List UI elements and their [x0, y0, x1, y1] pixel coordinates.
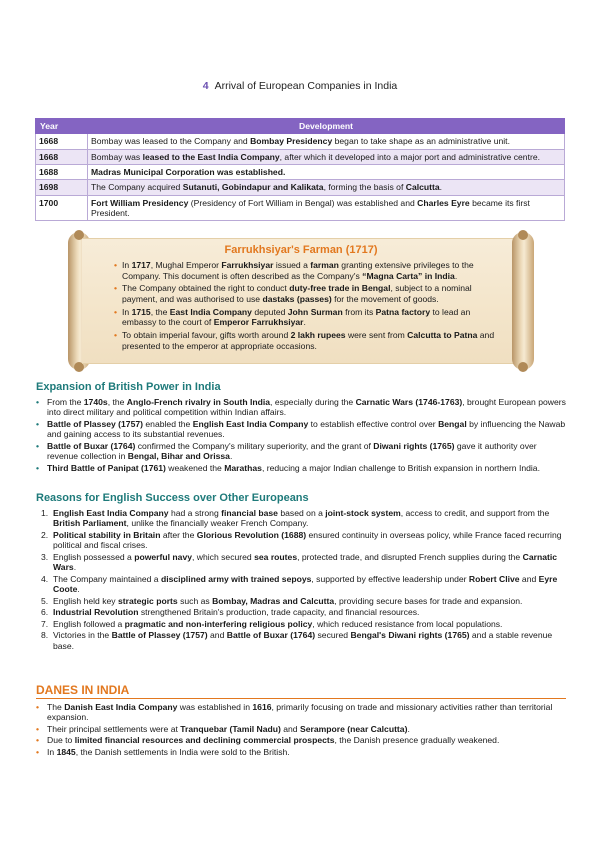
bold-text: Carnatic Wars (1746-1763): [355, 397, 463, 407]
bullet-icon: •: [114, 329, 118, 340]
bold-text: 1717: [131, 260, 151, 270]
development-column-header: Development: [88, 119, 565, 134]
danes-list: [36, 702, 566, 758]
text-segment: (Presidency of Fort William in Bengal) was established and: [188, 197, 418, 208]
text-segment: , reducing a major Indian challenge to British expansion in northern India.: [261, 462, 540, 473]
year-cell: 1688: [36, 164, 88, 179]
item-number: 2.: [41, 529, 49, 540]
text-segment: .: [73, 562, 77, 573]
bullet-icon: •: [114, 260, 118, 270]
text-segment: English possessed a: [53, 551, 135, 562]
text-segment: to establish effective control over: [308, 418, 439, 429]
item-number: 6.: [41, 607, 49, 618]
text-segment: In: [122, 260, 132, 270]
text-segment: , the Danish settlements in India were sold to the British.: [75, 746, 290, 757]
bold-text: Madras Municipal Corporation was established.: [91, 166, 286, 177]
bold-text: Robert Clive: [468, 573, 520, 584]
list-item: [36, 735, 566, 745]
text-segment: The: [47, 702, 65, 712]
text-segment: Victories in the: [53, 630, 112, 641]
text-segment: English held key: [53, 595, 118, 606]
expansion-list: [36, 397, 566, 474]
bold-text: pragmatic and non-interfering religious policy: [124, 618, 313, 629]
text-segment: to lead an embassy to the court of: [122, 306, 471, 328]
bold-text: 1845: [56, 746, 76, 757]
bold-text: dastaks (passes): [262, 293, 332, 304]
item-number: 7.: [41, 618, 49, 629]
bold-text: Fort William Presidency: [91, 197, 189, 208]
bold-text: Anglo-French rivalry in South India: [126, 397, 271, 407]
expansion-heading: Expansion of British Power in India: [36, 381, 221, 393]
item-number: 3.: [41, 551, 49, 562]
bold-text: Bengal: [438, 418, 467, 429]
bold-text: Battle of Buxar (1764): [47, 440, 136, 451]
item-number: 1.: [41, 508, 49, 518]
year-cell: 1668: [36, 149, 88, 164]
text-segment: granting extensive privileges to the Company. This document is often described as the Company's: [122, 260, 474, 281]
bold-text: Bombay Presidency: [250, 136, 333, 147]
list-item: [114, 330, 504, 351]
text-segment: , providing secure bases for trade and expansion.: [334, 595, 523, 606]
bullet-icon: •: [36, 418, 40, 429]
text-segment: became its first President.: [91, 197, 530, 218]
year-column-header: Year: [36, 119, 88, 134]
development-cell: [88, 134, 565, 149]
text-segment: based on a: [277, 508, 326, 518]
text-segment: , especially during the: [270, 397, 356, 407]
bullet-icon: •: [36, 702, 40, 712]
list-item: [36, 508, 566, 529]
bold-text: Political stability in Britain: [53, 529, 161, 540]
text-segment: .: [407, 723, 410, 734]
bold-text: Bengal, Bihar and Orissa: [127, 451, 230, 462]
list-item: [36, 530, 566, 551]
bold-text: Patna factory: [375, 306, 431, 317]
bold-text: Battle of Plassey (1757): [111, 630, 208, 641]
text-segment: confirmed the Company's military superiority, and the grant of: [135, 440, 374, 451]
text-segment: , unlike the financially weaker French Company.: [126, 518, 309, 529]
text-segment: such as: [177, 595, 213, 606]
page-number: 4: [202, 80, 209, 92]
list-item: [114, 307, 504, 328]
bold-text: John Surman: [287, 306, 343, 317]
text-segment: The Company acquired: [91, 182, 183, 193]
text-segment: by influencing the Nawab and gaining access to its substantial revenues.: [47, 418, 566, 440]
list-item: [114, 260, 504, 281]
bullet-icon: •: [36, 462, 40, 473]
text-segment: , the: [107, 397, 127, 407]
development-cell: [88, 180, 565, 195]
list-item: [36, 463, 566, 473]
development-cell: [88, 164, 565, 179]
bold-text: farman: [310, 260, 339, 270]
list-item: [36, 607, 566, 617]
text-segment: and: [280, 723, 300, 734]
bold-text: Glorious Revolution (1688): [196, 529, 307, 540]
timeline-table: [35, 118, 565, 221]
year-cell: 1668: [36, 134, 88, 149]
bullet-icon: •: [36, 746, 40, 757]
chapter-title: Arrival of European Companies in India: [214, 80, 398, 92]
bullet-icon: •: [36, 735, 40, 746]
text-segment: Their principal settlements were at: [47, 723, 181, 734]
farman-scroll: [68, 232, 534, 370]
list-item: [36, 574, 566, 595]
text-segment: , after which it developed into a major port and administrative centre.: [279, 151, 540, 162]
item-number: 5.: [41, 595, 49, 606]
text-segment: The Company obtained the right to conduct: [122, 283, 290, 294]
year-cell: 1698: [36, 180, 88, 195]
table-header-row: [36, 119, 565, 134]
bold-text: 1616: [252, 702, 272, 712]
text-segment: secured: [315, 630, 351, 641]
list-item: [36, 397, 566, 418]
text-segment: began to take shape as an administrative unit.: [332, 136, 510, 147]
danes-divider: [36, 698, 566, 699]
list-item: [36, 552, 566, 573]
text-segment: , protected trade, and disrupted French supplies during the: [297, 551, 523, 562]
text-segment: , which secured: [192, 551, 255, 562]
bold-text: British Parliament: [53, 518, 127, 529]
text-segment: for the movement of goods.: [331, 293, 439, 304]
text-segment: and: [519, 573, 539, 584]
text-segment: had a strong: [168, 508, 222, 518]
text-segment: .: [303, 317, 306, 328]
text-segment: was established in: [177, 702, 253, 712]
list-item: [114, 283, 504, 304]
text-segment: , supported by effective leadership under: [311, 573, 469, 584]
bullet-icon: •: [114, 306, 118, 317]
bold-text: Industrial Revolution: [53, 607, 139, 618]
farman-list: [114, 260, 504, 353]
bold-text: Third Battle of Panipat (1761): [47, 462, 166, 473]
table-row: [36, 180, 565, 195]
development-cell: [88, 195, 565, 221]
bold-text: Tranquebar (Tamil Nadu): [180, 723, 281, 734]
text-segment: , Mughal Emperor: [150, 260, 222, 270]
list-item: [36, 419, 566, 440]
text-segment: , subject to a nominal payment, and was authorised to use: [122, 283, 472, 304]
text-segment: Bombay was leased to the Company and: [91, 136, 251, 147]
text-segment: weakened the: [165, 462, 225, 473]
text-segment: To obtain imperial favour, gifts worth around: [122, 329, 291, 340]
bullet-icon: •: [36, 397, 40, 407]
bold-text: Serampore (near Calcutta): [299, 723, 408, 734]
bold-text: Battle of Buxar (1764): [226, 630, 316, 641]
bold-text: 1715: [131, 306, 151, 317]
text-segment: deputed: [251, 306, 288, 317]
bold-text: limited financial resources and declining commercial prospects: [74, 735, 335, 746]
text-segment: The Company maintained a: [53, 573, 161, 584]
bullet-icon: •: [36, 723, 40, 734]
bold-text: Calcutta: [405, 182, 440, 193]
table-row: [36, 195, 565, 221]
bold-text: joint-stock system: [325, 508, 401, 518]
text-segment: ensured continuity in overseas policy, while France faced recurring political and fiscal crises.: [53, 529, 562, 551]
text-segment: .: [77, 584, 80, 595]
text-segment: In: [47, 746, 57, 757]
text-segment: gave it authority over revenue collection in: [47, 440, 537, 462]
text-segment: .: [454, 270, 458, 281]
text-segment: and a stable revenue base.: [53, 630, 553, 651]
text-segment: , the: [150, 306, 170, 317]
danes-heading: DANES IN INDIA: [36, 683, 130, 697]
bold-text: strategic ports: [117, 595, 178, 606]
table-row: [36, 149, 565, 164]
bold-text: Farrukhsiyar: [221, 260, 274, 270]
list-item: [36, 724, 566, 734]
text-segment: Bombay was: [91, 151, 143, 162]
bold-text: Danish East India Company: [64, 702, 178, 712]
bold-text: powerful navy: [134, 551, 192, 562]
farman-title: Farrukhsiyar's Farman (1717): [224, 244, 378, 256]
list-item: [36, 596, 566, 606]
reasons-heading: Reasons for English Success over Other Europeans: [36, 492, 309, 504]
bold-text: East India Company: [169, 306, 252, 317]
item-number: 4.: [41, 573, 49, 584]
bold-text: sea routes: [254, 551, 298, 562]
text-segment: , access to credit, and support from the: [400, 508, 550, 518]
bold-text: Sutanuti, Gobindapur and Kalikata: [182, 182, 324, 193]
timeline-body: [36, 134, 565, 221]
bold-text: Carnatic Wars: [53, 551, 557, 573]
text-segment: and presented to the emperor at appropriate occasions.: [122, 329, 495, 351]
list-item: [36, 702, 566, 723]
text-segment: strengthened Britain's production, trade capacity, and financial resources.: [138, 607, 420, 618]
bold-text: Diwani rights (1765): [373, 440, 455, 451]
development-cell: [88, 149, 565, 164]
bold-text: 1740s: [83, 397, 108, 407]
text-segment: .: [439, 182, 443, 193]
reasons-list: [36, 508, 566, 652]
text-segment: , which reduced resistance from local populations.: [312, 618, 503, 629]
text-segment: , primarily focusing on trade and missionary activities rather than territorial expansion.: [47, 702, 553, 723]
bold-text: duty-free trade in Bengal: [289, 283, 391, 294]
bold-text: Bombay, Madras and Calcutta: [212, 595, 335, 606]
year-cell: 1700: [36, 195, 88, 221]
bold-text: English East India Company: [192, 418, 309, 429]
text-segment: issued a: [273, 260, 311, 270]
bullet-icon: •: [114, 283, 118, 294]
text-segment: .: [229, 451, 233, 462]
bold-text: Calcutta to Patna: [407, 329, 478, 340]
bold-text: English East India Company: [53, 508, 169, 518]
text-segment: and: [207, 630, 227, 641]
table-row: [36, 164, 565, 179]
text-segment: , brought European powers into direct military and political competition within Indian affairs.: [47, 397, 566, 418]
bold-text: Battle of Plassey (1757): [47, 418, 144, 429]
table-row: [36, 134, 565, 149]
text-segment: Due to: [47, 735, 75, 746]
bold-text: Marathas: [224, 462, 262, 473]
text-segment: from its: [342, 306, 376, 317]
bold-text: Emperor Farrukhsiyar: [213, 317, 304, 328]
bold-text: financial base: [221, 508, 278, 518]
page-header: [0, 80, 600, 92]
list-item: [36, 747, 566, 757]
item-number: 8.: [41, 630, 49, 641]
bold-text: Bengal's Diwani rights (1765): [350, 630, 470, 641]
text-segment: From the: [47, 397, 84, 407]
text-segment: were sent from: [345, 329, 408, 340]
list-item: [36, 441, 566, 462]
bold-text: Charles Eyre: [417, 197, 470, 208]
text-segment: enabled the: [143, 418, 193, 429]
text-segment: In: [122, 306, 132, 317]
list-item: [36, 619, 566, 629]
bold-text: leased to the East India Company: [142, 151, 280, 162]
bold-text: Eyre Coote: [53, 573, 558, 595]
list-item: [36, 630, 566, 651]
text-segment: , the Danish presence gradually weakened.: [334, 735, 500, 746]
text-segment: English followed a: [53, 618, 125, 629]
bold-text: 2 lakh rupees: [290, 329, 346, 340]
text-segment: after the: [160, 529, 197, 540]
bold-text: “Magna Carta” in India: [362, 270, 455, 281]
bullet-icon: •: [36, 440, 40, 451]
text-segment: , forming the basis of: [323, 182, 406, 193]
bold-text: disciplined army with trained sepoys: [160, 573, 312, 584]
